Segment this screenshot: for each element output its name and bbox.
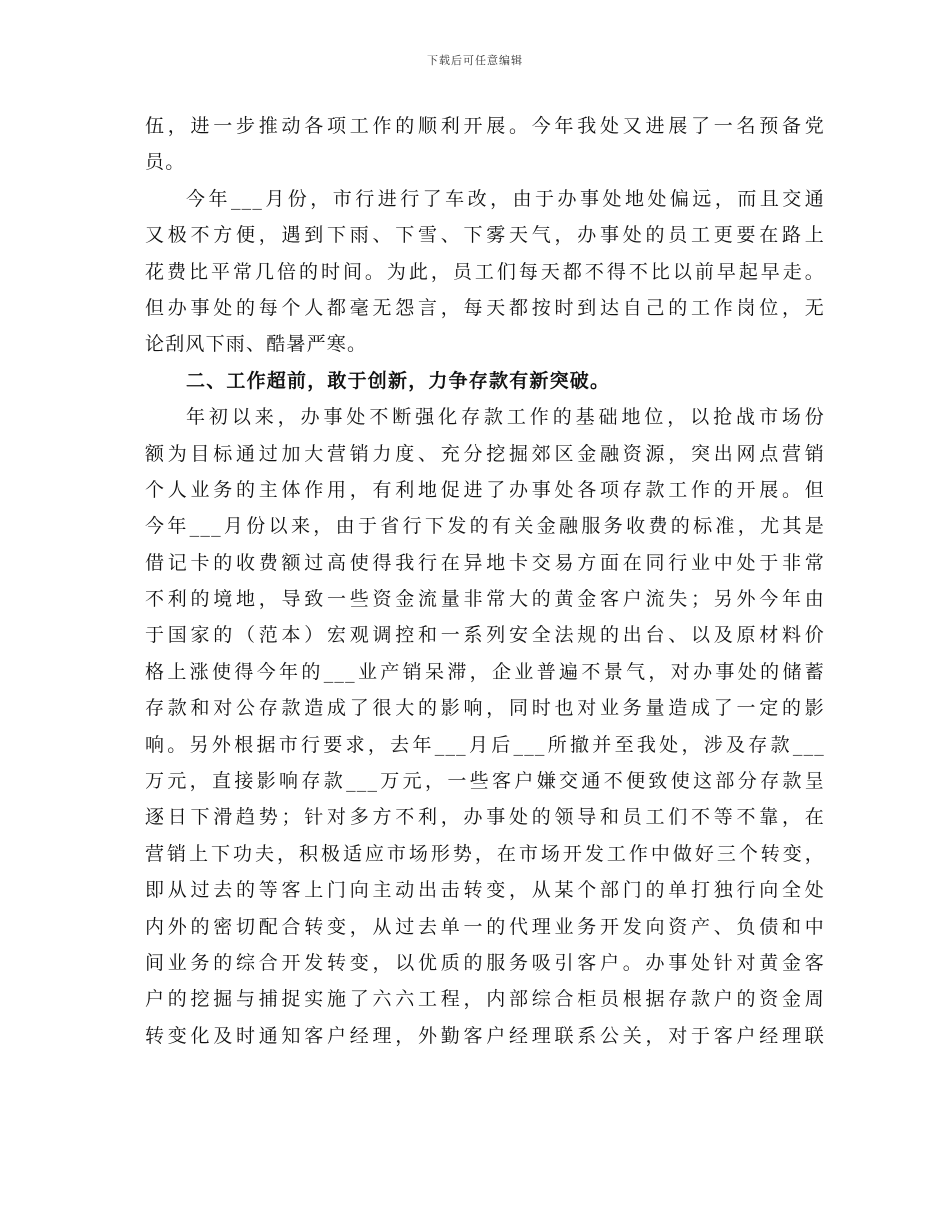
paragraph-line: 户的挖掘与捕捉实施了六六工程，内部综合柜员根据存款户的资金周 <box>145 988 825 1011</box>
paragraph-line: 伍，进一步推动各项工作的顺利开展。今年我处又进展了一名预备党 <box>145 115 825 137</box>
paragraph-line: 今年___月份以来，由于省行下发的有关金融服务收费的标准，尤其是 <box>145 515 825 538</box>
page-header: 下载后可任意编辑 <box>427 54 523 67</box>
paragraph-line: 转变化及时通知客户经理，外勤客户经理联系公关，对于客户经理联 <box>145 1024 825 1047</box>
paragraph-line: 论刮风下雨、酷暑严寒。 <box>145 333 368 356</box>
paragraph-line: 今年___月份，市行进行了车改，由于办事处地处偏远，而且交通 <box>186 187 825 210</box>
paragraph-line: 响。另外根据市行要求，去年___月后___所撤并至我处，涉及存款___ <box>145 733 825 756</box>
paragraph-line: 存款和对公存款造成了很大的影响，同时也对业务量造成了一定的影 <box>145 697 825 720</box>
section-heading: 二、工作超前，敢于创新，力争存款有新突破。 <box>186 369 611 392</box>
paragraph-line: 万元，直接影响存款___万元，一些客户嫌交通不便致使这部分存款呈 <box>145 770 825 793</box>
paragraph-line: 员。 <box>145 151 186 174</box>
paragraph-line: 于国家的（范本）宏观调控和一系列安全法规的出台、以及原材料价 <box>145 624 825 647</box>
paragraph-line: 个人业务的主体作用，有利地促进了办事处各项存款工作的开展。但 <box>145 478 825 501</box>
paragraph-line: 即从过去的等客上门向主动出击转变，从某个部门的单打独行向全处 <box>145 879 825 902</box>
paragraph-line: 花费比平常几倍的时间。为此，员工们每天都不得不比以前早起早走。 <box>145 260 825 283</box>
paragraph-line: 额为目标通过加大营销力度、充分挖掘郊区金融资源，突出网点营销 <box>145 442 825 465</box>
document-body <box>145 108 825 1054</box>
paragraph-line: 营销上下功夫，积极适应市场形势，在市场开发工作中做好三个转变， <box>145 842 825 865</box>
paragraph-line: 借记卡的收费额过高使得我行在异地卡交易方面在同行业中处于非常 <box>145 551 825 574</box>
paragraph-line: 格上涨使得今年的___业产销呆滞，企业普遍不景气，对办事处的储蓄 <box>145 660 825 683</box>
paragraph-line: 不利的境地，导致一些资金流量非常大的黄金客户流失；另外今年由 <box>145 588 825 611</box>
paragraph-line: 年初以来，办事处不断强化存款工作的基础地位，以抢战市场份 <box>186 406 825 429</box>
paragraph-line: 但办事处的每个人都毫无怨言，每天都按时到达自己的工作岗位，无 <box>145 296 825 319</box>
paragraph-line: 逐日下滑趋势；针对多方不利，办事处的领导和员工们不等不靠，在 <box>145 806 825 829</box>
paragraph-line: 间业务的综合开发转变，以优质的服务吸引客户。办事处针对黄金客 <box>145 951 825 974</box>
paragraph-line: 内外的密切配合转变，从过去单一的代理业务开发向资产、负债和中 <box>145 915 825 938</box>
paragraph-line: 又极不方便，遇到下雨、下雪、下雾天气，办事处的员工更要在路上 <box>145 224 825 247</box>
